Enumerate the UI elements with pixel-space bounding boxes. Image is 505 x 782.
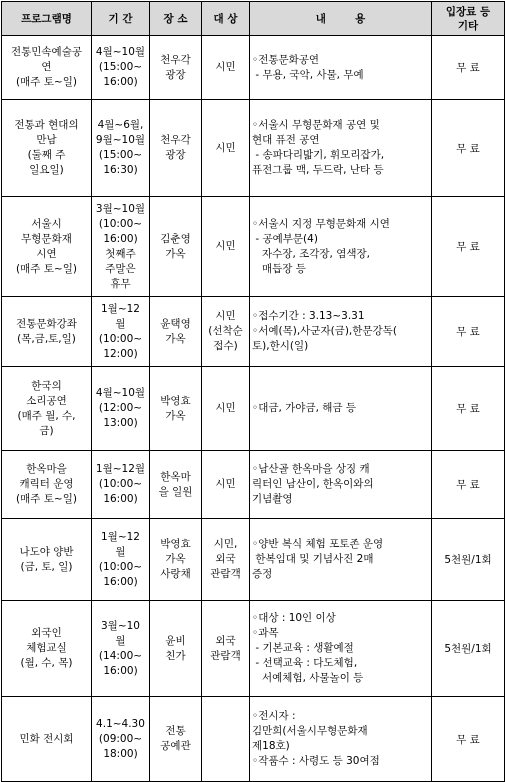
content-cell [250,367,432,451]
content-cell-line: ◦대상 : 10인 이상 [252,612,336,624]
content-cell-line: 현대 퓨전 공연 [252,134,320,146]
place-cell-line: 공예관 [160,740,191,752]
content-cell [250,601,432,697]
target-cell-line: 외국 [215,634,236,647]
place-cell-line: 박영효 [160,394,191,407]
target-cell-line: 외국 [215,553,236,565]
period-cell [92,100,150,197]
fee-cell: 무 료 [432,197,505,297]
place-cell-line: 김춘영 [160,232,191,245]
program-cell [2,36,92,100]
header-fee: 입장료 등 기타 [432,2,505,36]
program-cell [2,601,92,697]
period-cell-line: 3월~10 [101,619,140,632]
place-cell-line: 가옥 [165,247,186,260]
target-cell-line: 시민 [215,61,236,73]
target-cell [202,100,250,197]
fee-cell: 5천원/1회 [432,601,505,697]
program-cell-line: 만남 [36,134,57,146]
fee-cell: 무 료 [432,367,505,451]
period-cell-line: 주말은 [105,262,136,275]
place-cell-line: 천우각 [160,53,191,66]
place-cell-line: 가옥 [165,332,186,345]
period-cell-line: 16:00) [103,575,138,588]
program-cell-line: 서울시 [31,217,62,230]
program-cell-line: 무형문화재 [21,232,72,245]
period-cell [92,697,150,782]
target-cell [202,601,250,697]
program-cell-line: (목,금,토,일) [17,332,76,345]
place-cell [150,100,202,197]
period-cell-line: 3월~10월 [95,202,146,215]
period-cell-line: 1월~12 [101,302,140,315]
content-cell-line: ◦서울시 무형문화재 공연 및 [252,119,380,131]
place-cell-line: 가옥 [165,553,186,565]
program-cell-line: (매주 월, 수, [17,409,76,422]
target-cell-line: 시민 [215,240,236,252]
period-cell [92,601,150,697]
content-cell-line: - 송파다리밟기, 휘모리잡가, [252,149,385,161]
content-cell [250,451,432,519]
program-cell [2,100,92,197]
place-cell [150,601,202,697]
period-cell [92,197,150,297]
content-cell-line: - 공예부문(4) [252,232,318,245]
content-cell-line: ◦양반 복식 체험 포토존 운영 [252,538,384,550]
content-cell-line: 제18호) [252,740,290,752]
program-cell [2,697,92,782]
period-cell-line: 16:00) [103,232,138,245]
content-cell-line: 서예체험, 사물놀이 등 [252,672,364,684]
program-cell [2,367,92,451]
place-cell [150,36,202,100]
program-cell-line: 전통문화강좌 [16,317,77,330]
place-cell [150,197,202,297]
place-cell-line: 광장 [165,68,186,81]
content-cell [250,297,432,367]
period-cell-line: (09:00~ [98,732,143,745]
period-cell-line: (15:00~ [98,61,143,73]
period-cell-line: 4.1~4.30 [96,717,145,730]
header-target: 대 상 [202,2,250,36]
target-cell-line: 관람객 [210,649,241,662]
program-cell-line: (금, 토, 일) [20,560,73,573]
place-cell-line: 전통 [165,725,186,737]
content-cell [250,697,432,782]
table-row [2,451,505,519]
content-cell-line: 한복임대 및 기념사진 2매 [252,553,374,565]
target-cell [202,697,250,782]
table-row [2,197,505,297]
fee-cell: 5천원/1회 [432,519,505,601]
program-cell-line: 한국의 [31,379,62,392]
target-cell [202,519,250,601]
place-cell-line: 천우각 [160,134,191,146]
program-cell-line: 민화 전시회 [19,732,74,745]
header-period: 기 간 [92,2,150,36]
header-program: 프로그램명 [2,2,92,36]
target-cell-line: 시민 [215,402,236,414]
table-row [2,601,505,697]
table-row [2,36,505,100]
program-cell-line: 전통과 현대의 [14,119,79,131]
program-cell [2,197,92,297]
content-cell-line: ◦작품수 : 사령도 등 30여점 [252,755,380,767]
target-cell-line: 시민 [215,141,236,154]
program-cell-line: 일요일) [29,164,64,176]
program-cell-line: (월, 수, 목) [20,657,73,669]
place-cell-line: 을 일원 [158,485,193,498]
content-cell-line: 퓨전그룹 맥, 두드락, 난타 등 [252,164,384,176]
table-row [2,100,505,197]
program-cell-line: 한옥마을 [26,463,67,475]
table-row [2,297,505,367]
period-cell-line: 9월~10월 [95,134,146,146]
target-cell [202,451,250,519]
fee-cell: 무 료 [432,697,505,782]
place-cell [150,697,202,782]
period-cell-line: 월 [115,634,126,647]
program-cell-line: 소리공연 [26,394,67,407]
period-cell-line: 1월~12 [101,530,140,543]
period-cell-line: 16:30) [103,164,138,176]
period-cell-line: 13:00) [103,417,138,429]
period-cell-line: 16:00) [103,664,138,677]
content-cell-line: ◦전시자 : [252,710,296,722]
content-cell-line: ◦서예(목),사군자(금),한문강독( [252,325,397,337]
period-cell-line: 18:00) [103,747,138,760]
content-cell-line: - 무용, 국악, 사물, 무예 [252,68,364,81]
program-cell-line: 연 [41,61,52,73]
period-cell-line: (10:00~ [98,217,143,230]
content-cell-line: 기념촬영 [252,493,293,505]
content-cell-line: 자수장, 조각장, 염색장, [252,247,370,260]
period-cell-line: 휴무 [110,277,131,290]
place-cell-line: 한옥마 [160,470,191,483]
period-cell-line: (12:00~ [98,402,143,414]
period-cell-line: 4월~10월 [95,387,146,399]
program-cell-line: 캐릭터 운영 [19,478,74,490]
program-cell-line: 전통민속예술공 [10,46,82,58]
program-cell-line: 체험교실 [26,642,67,654]
place-cell-line: 광장 [165,149,186,161]
period-cell-line: 16:00) [103,493,138,505]
header-place: 장 소 [150,2,202,36]
program-cell [2,451,92,519]
period-cell-line: 1월~12월 [95,463,146,475]
place-cell-line: 박영효 [160,538,191,550]
content-cell-line: ◦대금, 가야금, 해금 등 [252,402,357,414]
place-cell-line: 사랑채 [160,568,191,580]
period-cell-line: (14:00~ [98,649,143,662]
period-cell [92,297,150,367]
content-cell-line: ◦접수기간 : 3.13~3.31 [252,310,365,322]
content-cell-line: 릭터인 남산이, 한옥이와의 [252,478,374,490]
table-row [2,367,505,451]
period-cell-line: (10:00~ [98,560,143,573]
period-cell-line: 16:00) [103,76,138,88]
period-cell [92,519,150,601]
place-cell-line: 윤택영 [160,317,191,330]
target-cell-line: 관람객 [210,568,241,580]
period-cell-line: 월 [115,317,126,330]
target-cell-line: 시민 [215,478,236,490]
period-cell-line: (10:00~ [98,478,143,490]
target-cell [202,297,250,367]
program-cell-line: 금) [39,424,54,437]
program-cell-line: 시연 [36,247,57,260]
program-schedule-table [1,1,505,782]
content-cell-line: 김만희(서울시무형문화재 [252,725,368,737]
target-cell [202,36,250,100]
period-cell [92,451,150,519]
target-cell-line: 시민 [215,310,236,322]
program-cell-line: (매주 토~일) [16,76,77,88]
content-cell-line: ◦과목 [252,627,279,639]
header-content: 내 용 [250,2,432,36]
place-cell [150,451,202,519]
content-cell-line: - 기본교육 : 생활예절 [252,642,354,654]
target-cell [202,197,250,297]
program-cell-line: (매주 토~일) [16,262,77,275]
fee-cell: 무 료 [432,36,505,100]
content-cell-line: ◦남산골 한옥마을 상징 캐 [252,463,370,475]
content-cell-line: ◦서울시 지정 무형문화재 시연 [252,217,390,230]
period-cell-line: 4월~10월 [95,46,146,58]
content-cell-line: - 선택교육 : 다도체험, [252,657,358,669]
program-cell-line: (매주 토~일) [16,493,77,505]
target-cell-line: (선착순 [208,325,243,337]
period-cell-line: 4월~6월, [97,119,144,131]
content-cell [250,36,432,100]
period-cell-line: 월 [115,545,126,558]
fee-cell: 무 료 [432,451,505,519]
content-cell-line: 증정 [252,568,273,580]
period-cell [92,367,150,451]
content-cell [250,100,432,197]
place-cell [150,297,202,367]
period-cell-line: 첫째주 [105,247,136,260]
program-cell [2,297,92,367]
fee-cell: 무 료 [432,297,505,367]
place-cell [150,367,202,451]
program-cell-line: 나도야 양반 [19,545,74,558]
place-cell-line: 친가 [165,649,186,662]
content-cell-line: 매듭장 등 [252,262,306,275]
target-cell-line: 접수) [213,340,238,352]
content-cell-line: ◦전통문화공연 [252,53,320,66]
place-cell [150,519,202,601]
content-cell [250,519,432,601]
header-row [2,2,505,36]
target-cell [202,367,250,451]
table-row [2,519,505,601]
content-cell [250,197,432,297]
table-row [2,697,505,782]
place-cell-line: 가옥 [165,409,186,422]
period-cell-line: (10:00~ [98,332,143,345]
target-cell-line: 시민, [213,538,238,550]
content-cell-line: 토),한시(일) [252,340,309,352]
period-cell-line: 12:00) [103,347,138,360]
program-cell [2,519,92,601]
place-cell-line: 윤비 [165,634,186,647]
program-cell-line: (둘째 주 [27,149,66,161]
fee-cell: 무 료 [432,100,505,197]
period-cell [92,36,150,100]
program-cell-line: 외국인 [31,627,62,639]
period-cell-line: (15:00~ [98,149,143,161]
